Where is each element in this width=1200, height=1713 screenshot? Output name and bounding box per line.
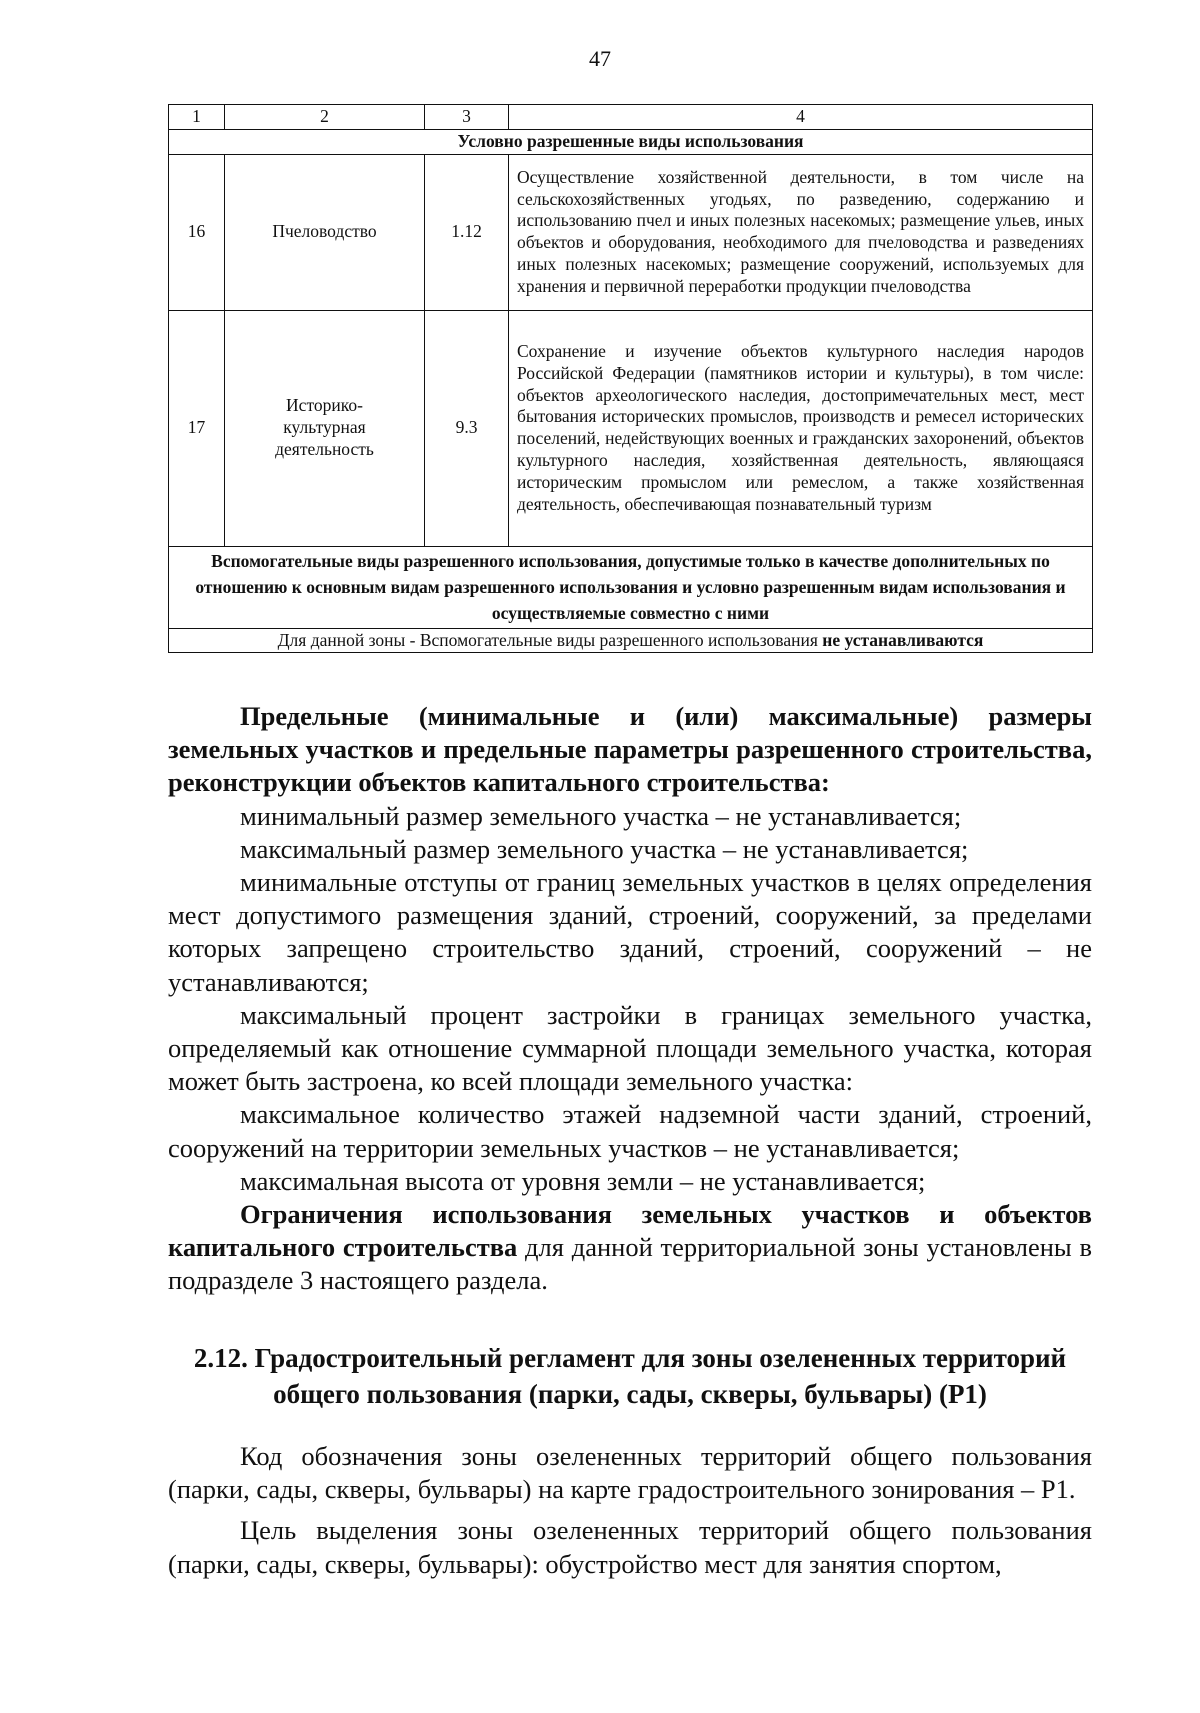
land-use-table xyxy=(168,104,1093,653)
limits-item: минимальные отступы от границ земельных участков в целях определения мест допустимого размещения зданий, строений, сооружений, за пределами которых запрещено строительство зданий, строений, сооружений – не устанавливаются; xyxy=(168,867,1092,997)
limits-item: максимальный процент застройки в границах земельного участка, определяемый как отношение суммарной площади земельного участка, которая может быть застроена, ко всей площади земельного участка: xyxy=(168,999,1092,1097)
limits-item: минимальный размер земельного участка – не устанавливается; xyxy=(240,800,962,831)
header-cell-3: 3 xyxy=(425,105,509,130)
section-heading: 2.12. Градостроительный регламент для зоны озелененных территорий общего пользования (парки, сады, скверы, бульвары) (Р1) xyxy=(193,1343,1067,1409)
aux-title-row xyxy=(169,546,1093,628)
row-name: Пчеловодство xyxy=(225,154,425,310)
section-paragraph: Код обозначения зоны озелененных территорий общего пользования (парки, сады, скверы, бульвары) на карте градостроительного зонирования – Р1. xyxy=(168,1441,1092,1505)
section-title-cell: Условно разрешенные виды использования xyxy=(169,129,1093,154)
aux-note-cell xyxy=(169,628,1093,653)
row-number: 17 xyxy=(169,310,225,546)
section-title-row xyxy=(169,129,1093,154)
restrictions-bold: Ограничения использования земельных участков и объектов капитального строительства xyxy=(168,1199,1092,1263)
limits-item: максимальная высота от уровня земли – не устанавливается; xyxy=(240,1165,926,1196)
row-number: 16 xyxy=(169,154,225,310)
aux-title-cell: Вспомогательные виды разрешенного использования, допустимые только в качестве дополнительных по отношению к основным видам разрешенного использования и условно разрешенным видам использования и осуществляемые совместно с ними xyxy=(169,546,1093,628)
restrictions-rest: для данной территориальной зоны установлены в подразделе 3 настоящего раздела. xyxy=(168,1232,1092,1296)
limits-item: максимальное количество этажей надземной части зданий, строений, сооружений на территории земельных участков – не устанавливается; xyxy=(168,1099,1092,1163)
page-number: 47 xyxy=(589,46,611,71)
section-body xyxy=(168,1440,1092,1581)
limits-item: максимальный размер земельного участка – не устанавливается; xyxy=(240,833,969,864)
aux-note-bold: не устанавливаются xyxy=(822,629,984,650)
restrictions-paragraph xyxy=(168,1198,1092,1298)
limits-section xyxy=(168,700,1092,1298)
header-cell-2: 2 xyxy=(225,105,425,130)
aux-note-text: Для данной зоны - Вспомогательные виды разрешенного использования xyxy=(277,629,823,650)
aux-note-row xyxy=(169,628,1093,653)
header-cell-1: 1 xyxy=(169,105,225,130)
table-row xyxy=(169,154,1093,310)
table-row xyxy=(169,310,1093,546)
limits-heading: Предельные (минимальные и (или) максимальные) размеры земельных участков и предельные параметры разрешенного строительства, реконструкции объектов капитального строительства: xyxy=(168,701,1092,798)
row-description: Осуществление хозяйственной деятельности, в том числе на сельскохозяйственных угодьях, по разведению, содержанию и использованию пчел и иных полезных насекомых; размещение ульев, иных объектов и оборудования, необходимого для пчеловодства и разведениях иных полезных насекомых; размещение сооружений, используемых для хранения и первичной переработки продукции пчеловодства xyxy=(509,154,1093,310)
table-header-row xyxy=(169,105,1093,130)
row-code: 1.12 xyxy=(425,154,509,310)
row-description: Сохранение и изучение объектов культурного наследия народов Российской Федерации (памятников истории и культуры), в том числе: объектов археологического наследия, достопримечательных мест, мест бытования исторических промыслов, производств и ремесел исторических поселений, недействующих военных и гражданских захоронений, объектов культурного наследия, хозяйственная деятельность, являющаяся историческим промыслом или ремеслом, а также хозяйственная деятельность, обеспечивающая познавательный туризм xyxy=(509,310,1093,546)
row-name: Историко-культурная деятельность xyxy=(225,310,425,546)
header-cell-4: 4 xyxy=(509,105,1093,130)
row-code: 9.3 xyxy=(425,310,509,546)
section-paragraph: Цель выделения зоны озелененных территорий общего пользования (парки, сады, скверы, бульвары): обустройство мест для занятия спортом, xyxy=(168,1515,1092,1579)
